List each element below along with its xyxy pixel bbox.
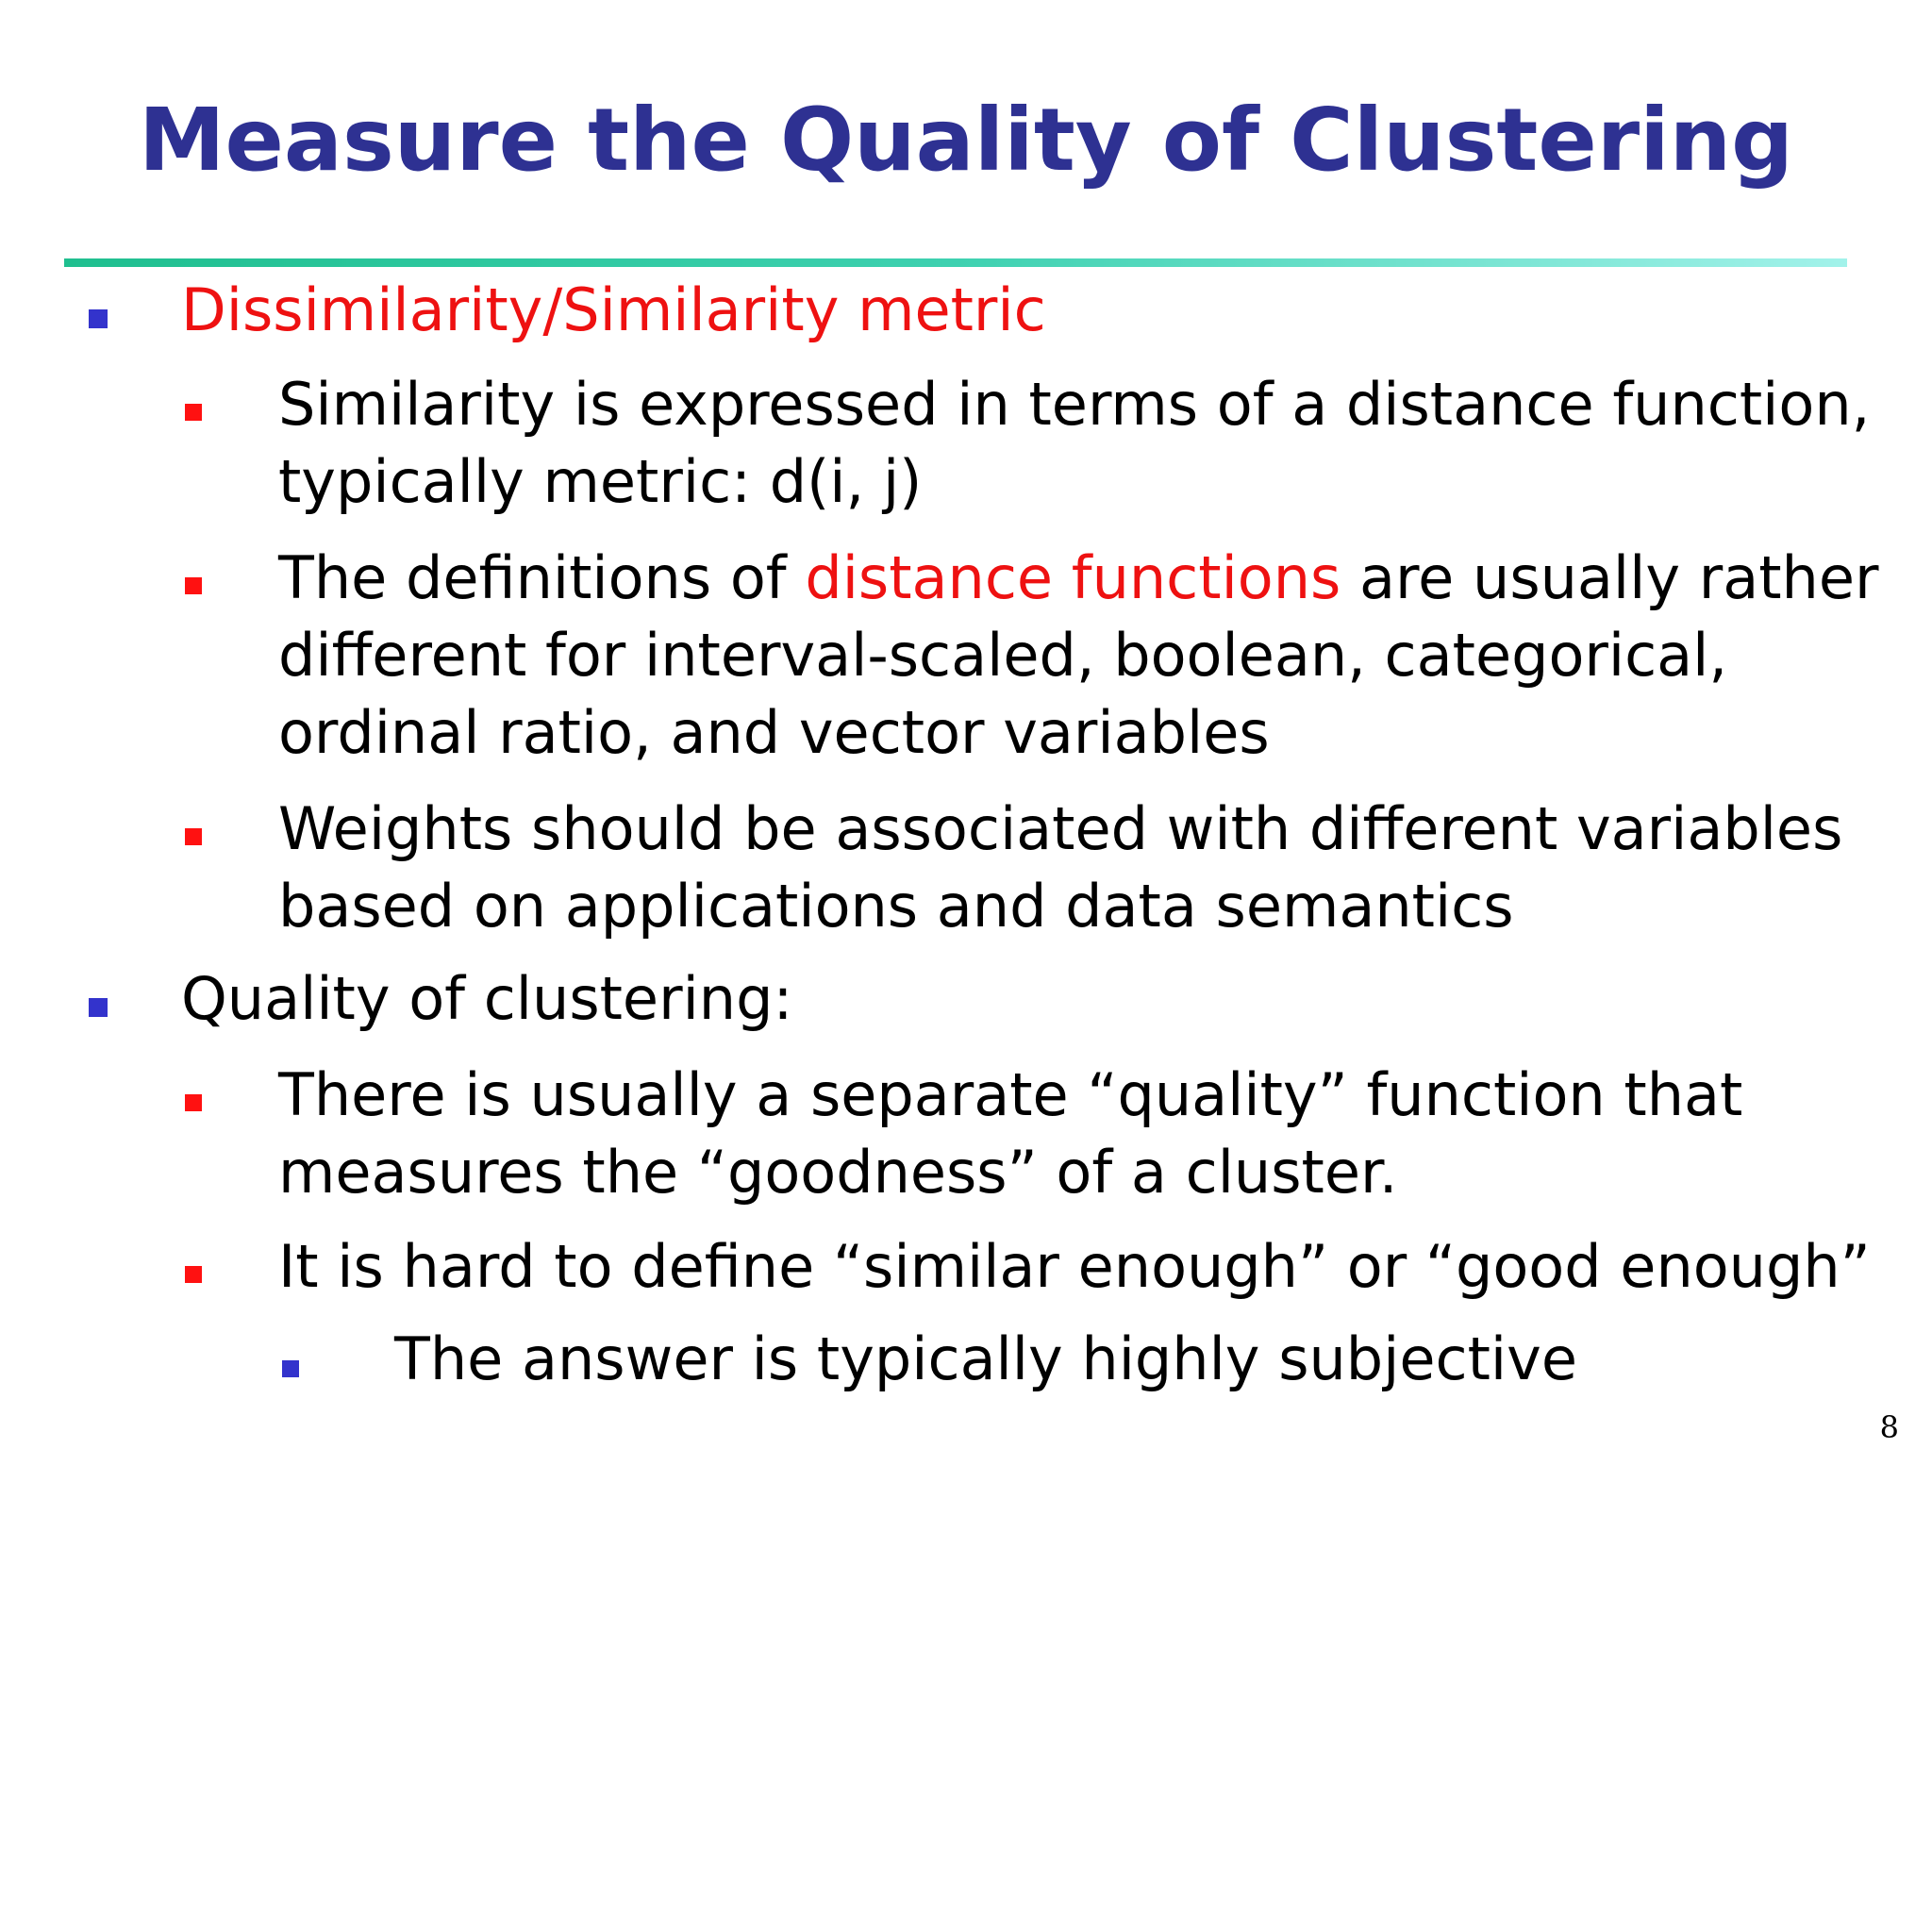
bullet-square-icon <box>89 309 108 328</box>
sub-bullet-text: Similarity is expressed in terms of a distance function, <box>278 370 1871 439</box>
sub-sub-bullet-text: The answer is typically highly subjective <box>394 1324 1577 1393</box>
bullet-heading-similarity-metric: Dissimilarity/Similarity metric <box>181 275 1046 344</box>
sub-bullet-square-icon <box>185 404 202 421</box>
sub-bullet-square-icon <box>185 577 202 594</box>
sub-bullet-text: different for interval-scaled, boolean, categorical, <box>278 621 1728 690</box>
sub-bullet-square-icon <box>185 828 202 845</box>
sub-bullet-text: based on applications and data semantics <box>278 872 1514 941</box>
bullet-square-icon <box>89 998 108 1017</box>
sub-bullet-text: There is usually a separate “quality” function that <box>278 1060 1743 1129</box>
sub-bullet-text-post: are usually rather <box>1341 543 1879 612</box>
highlight-distance-functions: distance functions <box>805 543 1341 612</box>
sub-bullet-text: measures the “goodness” of a cluster. <box>278 1138 1398 1207</box>
sub-bullet-text: Weights should be associated with different variables <box>278 794 1843 863</box>
slide-title: Measure the Quality of Clustering <box>138 90 1794 191</box>
bullet-heading-quality-of-clustering: Quality of clustering: <box>181 964 793 1033</box>
sub-bullet-text-pre: The definitions of <box>278 543 806 612</box>
sub-bullet-text: It is hard to define “similar enough” or “good enough” <box>278 1232 1871 1301</box>
sub-sub-bullet-square-icon <box>282 1360 299 1377</box>
page-number: 8 <box>1879 1409 1899 1445</box>
sub-bullet-text-line1 <box>278 540 1878 617</box>
sub-bullet-text: typically metric: d(i, j) <box>278 447 923 516</box>
sub-bullet-square-icon <box>185 1094 202 1111</box>
title-divider <box>64 258 1847 267</box>
sub-bullet-square-icon <box>185 1266 202 1283</box>
sub-bullet-text: ordinal ratio, and vector variables <box>278 698 1270 767</box>
